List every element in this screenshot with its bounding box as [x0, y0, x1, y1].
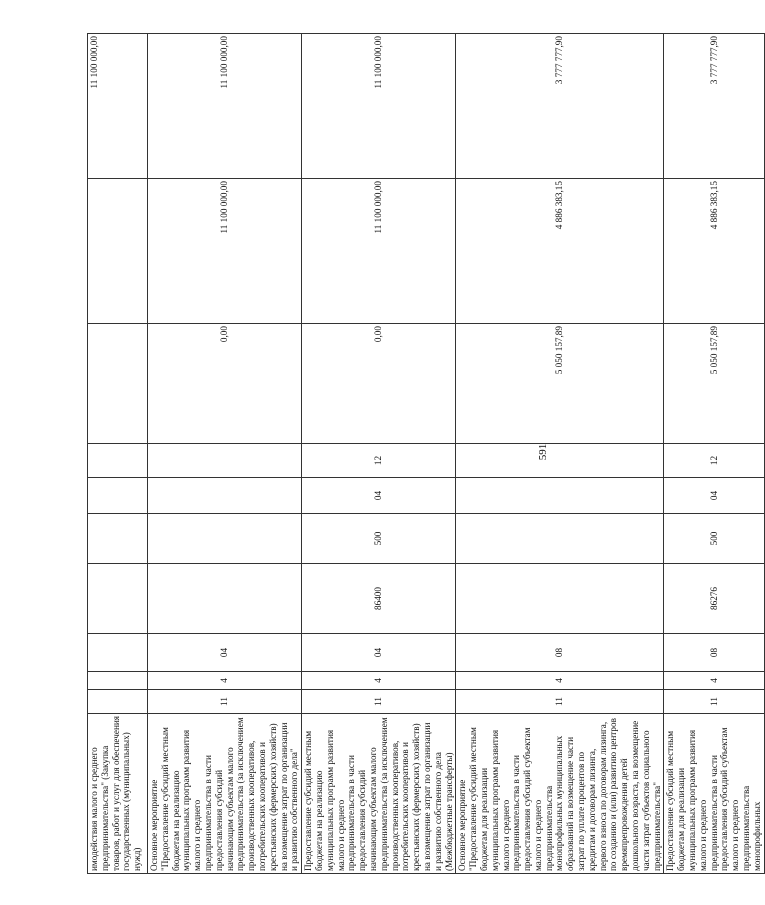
- amount-year-1: 0,00: [302, 324, 456, 444]
- amount-year-1: 5 050 157,89: [456, 324, 664, 444]
- row-name: Предоставление субсидий местным бюджетам на реализацию муниципальных программ развития малого и среднего предпринимательства в части предоставления субсидий начинающим субъектам малого предпринимательства (за исключением производственных кооперативов, потребительских кооперативов и крестьянских (фермерских) хозяйств) на возмещение затрат по организации и развитию собственного дела (Межбюджетные трансферты): [302, 714, 456, 874]
- code-direction: [456, 564, 664, 634]
- code-program: 11: [664, 690, 764, 714]
- code-event: 04: [148, 634, 302, 672]
- code-program: 11: [456, 690, 664, 714]
- code-subprogram: [88, 672, 148, 690]
- amount-year-1: 5 050 157,89: [664, 324, 764, 444]
- code-subprogram: 4: [456, 672, 664, 690]
- code-direction: [88, 564, 148, 634]
- code-section: 04: [302, 478, 456, 514]
- amount-year-2: 11 100 000,00: [302, 179, 456, 324]
- code-subsection: [148, 444, 302, 478]
- row-name: Основное мероприятие "Предоставление субсидий местным бюджетам для реализации муниципальных программ развития малого и среднего предпринимательства в части предоставления субсидий субъектам малого и среднего предпринимательства монопрофильных муниципальных образований на возмещение части затрат по уплате процентов по кредитам и договорам лизинга, первого взноса по договорам лизинга, по созданию и (или) развитию центров времяпрепровождения детей дошкольного возраста, на возмещение части затрат субъектов социального предпринимательства": [456, 714, 664, 874]
- code-section: [148, 478, 302, 514]
- row-name: Предоставление субсидий местным бюджетам для реализации муниципальных программ развития малого и среднего предпринимательства в части предоставления субсидий субъектам малого и среднего предпринимательства монопрофильных: [664, 714, 764, 874]
- code-direction: 86276: [664, 564, 764, 634]
- amount-year-3: 11 100 000,00: [88, 34, 148, 179]
- code-event: [88, 634, 148, 672]
- amount-year-2: 4 886 383,15: [664, 179, 764, 324]
- code-subsection: [88, 444, 148, 478]
- table-row: [148, 34, 302, 874]
- code-subprogram: 4: [664, 672, 764, 690]
- amount-year-3: 11 100 000,00: [302, 34, 456, 179]
- amount-year-3: 3 777 777,90: [456, 34, 664, 179]
- code-event: 08: [456, 634, 664, 672]
- code-event: 04: [302, 634, 456, 672]
- row-name: Основное мероприятие "Предоставление субсидий местным бюджетам на реализацию муниципальных программ развития малого и среднего предпринимательства в части предоставления субсидий начинающим субъектам малого предпринимательства (за исключением производственных кооперативов, потребительских кооперативов и крестьянских (фермерских) хозяйств) на возмещение затрат по организации и развитию собственного дела": [148, 714, 302, 874]
- code-direction: [148, 564, 302, 634]
- code-subprogram: 4: [148, 672, 302, 690]
- code-subsection: [456, 444, 664, 478]
- table-row: [664, 34, 764, 874]
- row-name: имодействия малого и среднего предпринимательства" (Закупка товаров, работ и услуг для обеспечения государственных (муниципальных) нужд): [88, 714, 148, 874]
- page-number: 591: [537, 443, 549, 461]
- amount-year-2: 11 100 000,00: [148, 179, 302, 324]
- amount-year-1: [88, 324, 148, 444]
- code-section: [456, 478, 664, 514]
- code-program: 11: [302, 690, 456, 714]
- code-program: [88, 690, 148, 714]
- table-row: [88, 34, 148, 874]
- amount-year-2: [88, 179, 148, 324]
- code-expense-type: [88, 514, 148, 564]
- code-direction: 86400: [302, 564, 456, 634]
- code-section: [88, 478, 148, 514]
- code-expense-type: 500: [664, 514, 764, 564]
- amount-year-1: 0,00: [148, 324, 302, 444]
- budget-table: [87, 33, 765, 874]
- code-expense-type: [148, 514, 302, 564]
- amount-year-2: 4 886 383,15: [456, 179, 664, 324]
- amount-year-3: 3 777 777,90: [664, 34, 764, 179]
- code-event: 08: [664, 634, 764, 672]
- code-subsection: 12: [302, 444, 456, 478]
- table-row: [302, 34, 456, 874]
- code-expense-type: 500: [302, 514, 456, 564]
- code-expense-type: [456, 514, 664, 564]
- amount-year-3: 11 100 000,00: [148, 34, 302, 179]
- code-section: 04: [664, 478, 764, 514]
- code-subsection: 12: [664, 444, 764, 478]
- code-subprogram: 4: [302, 672, 456, 690]
- code-program: 11: [148, 690, 302, 714]
- table-row: [456, 34, 664, 874]
